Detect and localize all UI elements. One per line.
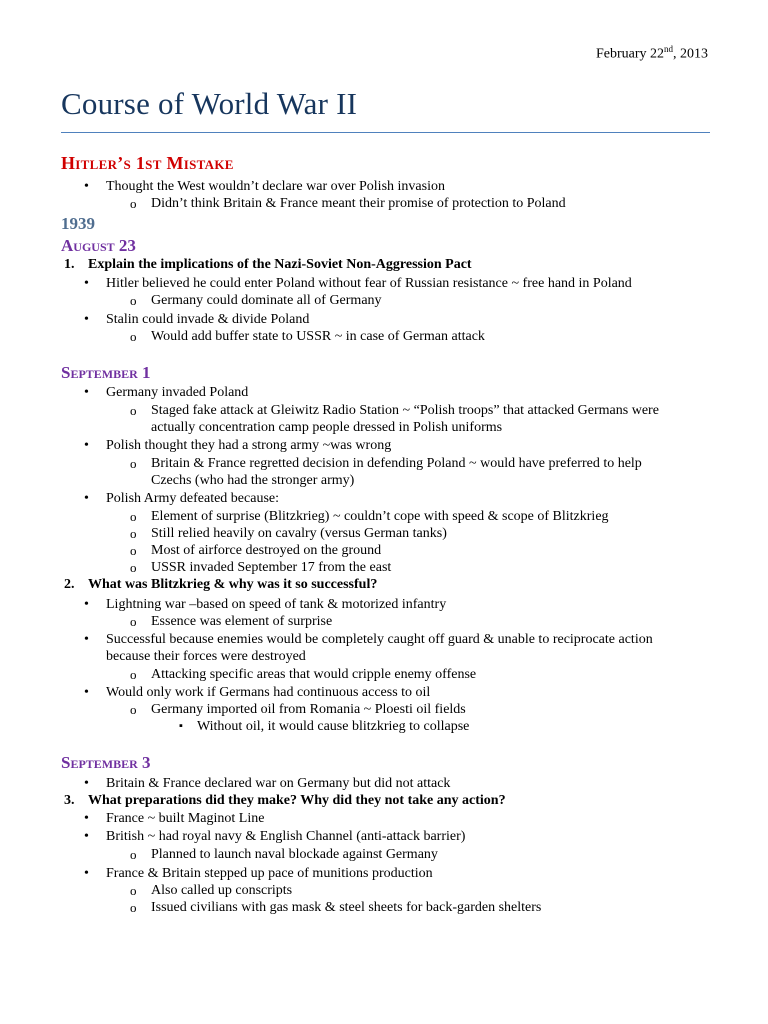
sub-sub-bullet-item: ▪ Without oil, it would cause blitzkrieg to collapse	[197, 718, 469, 735]
question-1: 1. Explain the implications of the Nazi-Soviet Non-Aggression Pact	[64, 257, 472, 272]
document-date: February 22nd, 2013	[595, 44, 708, 62]
bullet-item: • Thought the West wouldn’t declare war over Polish invasion	[106, 178, 445, 195]
sub-bullet-item: o Staged fake attack at Gleiwitz Radio Station ~ “Polish troops” that attacked Germans were	[151, 402, 659, 419]
bullet-item: • Hitler believed he could enter Poland without fear of Russian resistance ~ free hand in Poland	[106, 275, 632, 292]
sub-bullet-item: o Germany could dominate all of Germany	[151, 292, 382, 309]
bullet-item: • Successful because enemies would be completely caught off guard & unable to reciprocate action	[106, 631, 653, 648]
sub-bullet-item: o Essence was element of surprise	[151, 613, 332, 630]
bullet-item: • Polish Army defeated because:	[106, 490, 279, 507]
bullet-item: • Germany invaded Poland	[106, 384, 248, 401]
page-title: Course of World War II	[61, 86, 358, 121]
sub-bullet-item: o USSR invaded September 17 from the east	[151, 559, 391, 576]
heading-hitlers-first-mistake: Hitler’s 1st Mistake	[61, 153, 234, 173]
bullet-continuation: because their forces were destroyed	[106, 649, 306, 664]
question-2: 2. What was Blitzkrieg & why was it so successful?	[64, 577, 378, 592]
bullet-item: • Britain & France declared war on Germany but did not attack	[106, 775, 450, 792]
sub-bullet-continuation: actually concentration camp people dressed in Polish uniforms	[151, 420, 503, 435]
heading-september-3: September 3	[61, 753, 151, 772]
sub-bullet-item: o Also called up conscripts	[151, 882, 292, 899]
heading-august-23: August 23	[61, 236, 136, 255]
sub-bullet-item: o Element of surprise (Blitzkrieg) ~ couldn’t cope with speed & scope of Blitzkrieg	[151, 508, 609, 525]
sub-bullet-item: o Would add buffer state to USSR ~ in case of German attack	[151, 328, 485, 345]
sub-bullet-item: o Issued civilians with gas mask & steel sheets for back-garden shelters	[151, 899, 541, 916]
sub-bullet-item: o Still relied heavily on cavalry (versus German tanks)	[151, 525, 447, 542]
bullet-item: • British ~ had royal navy & English Channel (anti-attack barrier)	[106, 828, 465, 845]
sub-bullet-item: o Didn’t think Britain & France meant their promise of protection to Poland	[151, 195, 566, 212]
bullet-item: • Would only work if Germans had continuous access to oil	[106, 684, 430, 701]
heading-september-1: September 1	[61, 363, 151, 382]
bullet-item: • Polish thought they had a strong army ~was wrong	[106, 437, 391, 454]
sub-bullet-item: o Planned to launch naval blockade against Germany	[151, 846, 438, 863]
bullet-item: • France ~ built Maginot Line	[106, 810, 264, 827]
question-3: 3. What preparations did they make? Why did they not take any action?	[64, 793, 506, 808]
sub-bullet-item: o Attacking specific areas that would cripple enemy offense	[151, 666, 476, 683]
bullet-item: • France & Britain stepped up pace of munitions production	[106, 865, 433, 882]
sub-bullet-continuation: Czechs (who had the stronger army)	[151, 473, 355, 488]
sub-bullet-item: o Britain & France regretted decision in defending Poland ~ would have preferred to help	[151, 455, 642, 472]
bullet-item: • Stalin could invade & divide Poland	[106, 311, 309, 328]
sub-bullet-item: o Germany imported oil from Romania ~ Ploesti oil fields	[151, 701, 466, 718]
bullet-item: • Lightning war –based on speed of tank & motorized infantry	[106, 596, 446, 613]
heading-year-1939: 1939	[61, 214, 95, 233]
sub-bullet-item: o Most of airforce destroyed on the ground	[151, 542, 381, 559]
title-divider	[61, 132, 710, 133]
